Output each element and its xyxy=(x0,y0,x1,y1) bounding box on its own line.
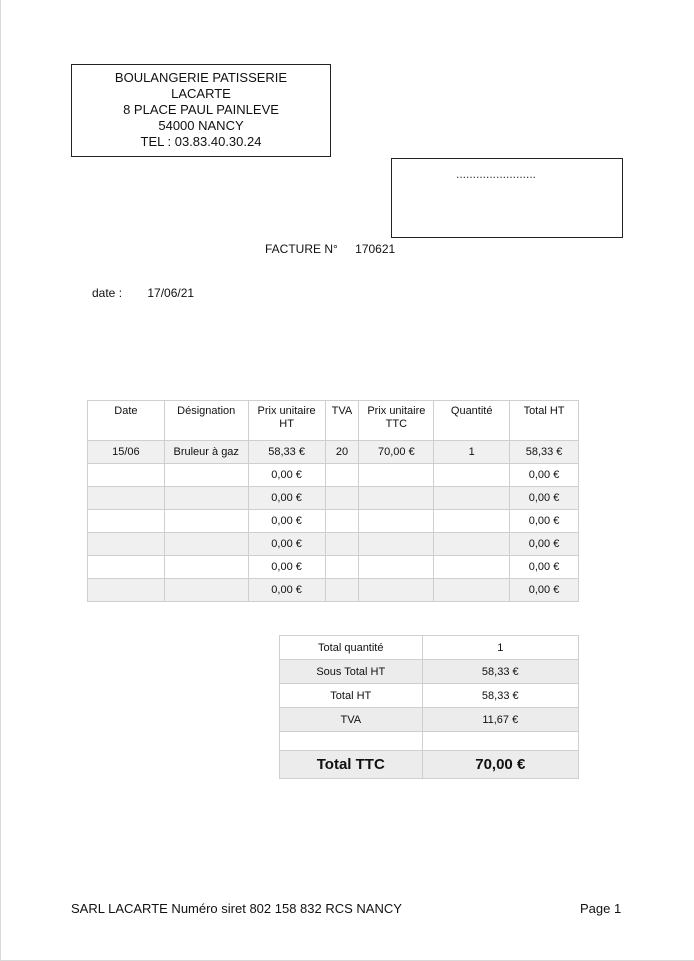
cell-unit-price-ht: 58,33 € xyxy=(248,441,325,464)
invoice-number: 170621 xyxy=(355,242,396,256)
cell-unit-price-ht: 0,00 € xyxy=(248,533,325,556)
cell-quantity xyxy=(434,556,510,579)
cell-quantity: 1 xyxy=(434,441,510,464)
cell-date xyxy=(88,579,165,602)
sender-line-2: LACARTE xyxy=(171,86,231,101)
cell-date xyxy=(88,487,165,510)
cell-unit-price-ttc xyxy=(359,510,434,533)
cell-total-ht: 0,00 € xyxy=(510,579,579,602)
cell-total-ht: 0,00 € xyxy=(510,464,579,487)
table-row xyxy=(88,533,579,556)
totals-row-sub-total-ht xyxy=(280,660,579,684)
cell-unit-price-ht: 0,00 € xyxy=(248,579,325,602)
cell-quantity xyxy=(434,533,510,556)
cell-designation xyxy=(164,464,248,487)
cell-unit-price-ttc xyxy=(359,464,434,487)
cell-date xyxy=(88,510,165,533)
totals-table xyxy=(279,635,579,779)
cell-designation xyxy=(164,487,248,510)
cell-designation xyxy=(164,556,248,579)
totals-row-quantity xyxy=(280,636,579,660)
cell-unit-price-ttc xyxy=(359,487,434,510)
cell-tva xyxy=(325,487,359,510)
cell-tva: 20 xyxy=(325,441,359,464)
header-tva: TVA xyxy=(325,401,359,441)
cell-unit-price-ttc xyxy=(359,556,434,579)
total-ht-value: 58,33 € xyxy=(422,684,578,708)
tva-value: 11,67 € xyxy=(422,708,578,732)
cell-date xyxy=(88,533,165,556)
cell-quantity xyxy=(434,464,510,487)
cell-total-ht: 0,00 € xyxy=(510,510,579,533)
header-unit-price-ht-line2: HT xyxy=(279,418,294,430)
cell-unit-price-ht: 0,00 € xyxy=(248,464,325,487)
totals-row-total-ttc xyxy=(280,751,579,779)
blank-cell xyxy=(280,732,423,751)
header-unit-price-ht xyxy=(248,401,325,441)
sender-line-5: TEL : 03.83.40.30.24 xyxy=(140,134,262,149)
invoice-number-label: FACTURE N° xyxy=(265,242,338,256)
sender-line-1: BOULANGERIE PATISSERIE xyxy=(114,70,288,85)
invoice-title xyxy=(265,242,409,256)
footer-company-info: SARL LACARTE Numéro siret 802 158 832 RCS NANCY xyxy=(71,901,402,916)
total-ttc-value: 70,00 € xyxy=(422,751,578,779)
recipient-address-box xyxy=(391,158,623,238)
sender-address-box xyxy=(71,64,331,157)
table-row xyxy=(88,579,579,602)
tva-label: TVA xyxy=(280,708,423,732)
sender-line-4: 54000 NANCY xyxy=(158,118,244,133)
cell-date xyxy=(88,464,165,487)
sub-total-ht-label: Sous Total HT xyxy=(280,660,423,684)
header-unit-price-ttc-line1: Prix unitaire xyxy=(367,405,426,417)
totals-row-blank xyxy=(280,732,579,751)
header-quantity: Quantité xyxy=(434,401,510,441)
cell-unit-price-ht: 0,00 € xyxy=(248,487,325,510)
cell-tva xyxy=(325,533,359,556)
invoice-date-value: 17/06/21 xyxy=(147,286,195,300)
cell-unit-price-ht: 0,00 € xyxy=(248,556,325,579)
totals-row-total-ht xyxy=(280,684,579,708)
cell-designation xyxy=(164,533,248,556)
cell-total-ht: 58,33 € xyxy=(510,441,579,464)
sub-total-ht-value: 58,33 € xyxy=(422,660,578,684)
invoice-date xyxy=(92,286,194,300)
header-unit-price-ttc xyxy=(359,401,434,441)
cell-unit-price-ttc: 70,00 € xyxy=(359,441,434,464)
cell-tva xyxy=(325,579,359,602)
cell-date: 15/06 xyxy=(88,441,165,464)
cell-total-ht: 0,00 € xyxy=(510,487,579,510)
cell-tva xyxy=(325,510,359,533)
footer-page-number: Page 1 xyxy=(580,901,622,916)
table-row xyxy=(88,441,579,464)
cell-total-ht: 0,00 € xyxy=(510,533,579,556)
invoice-date-label: date : xyxy=(92,286,123,300)
total-ht-label: Total HT xyxy=(280,684,423,708)
sender-line-3: 8 PLACE PAUL PAINLEVE xyxy=(123,102,279,117)
total-quantity-value: 1 xyxy=(422,636,578,660)
blank-cell xyxy=(422,732,578,751)
total-quantity-label: Total quantité xyxy=(280,636,423,660)
cell-tva xyxy=(325,556,359,579)
items-table xyxy=(87,400,579,602)
table-row xyxy=(88,487,579,510)
table-row xyxy=(88,510,579,533)
items-header-row xyxy=(88,401,579,441)
cell-quantity xyxy=(434,579,510,602)
cell-date xyxy=(88,556,165,579)
header-date: Date xyxy=(88,401,165,441)
header-unit-price-ht-line1: Prix unitaire xyxy=(257,405,316,417)
cell-designation xyxy=(164,510,248,533)
totals-row-tva xyxy=(280,708,579,732)
table-row xyxy=(88,556,579,579)
recipient-placeholder: ........................ xyxy=(456,167,537,181)
cell-unit-price-ttc xyxy=(359,533,434,556)
table-row xyxy=(88,464,579,487)
cell-quantity xyxy=(434,510,510,533)
header-unit-price-ttc-line2: TTC xyxy=(385,418,408,430)
header-designation: Désignation xyxy=(164,401,248,441)
cell-quantity xyxy=(434,487,510,510)
header-total-ht: Total HT xyxy=(510,401,579,441)
cell-tva xyxy=(325,464,359,487)
cell-unit-price-ht: 0,00 € xyxy=(248,510,325,533)
cell-total-ht: 0,00 € xyxy=(510,556,579,579)
total-ttc-label: Total TTC xyxy=(280,751,423,779)
cell-designation xyxy=(164,579,248,602)
cell-designation: Bruleur à gaz xyxy=(164,441,248,464)
cell-unit-price-ttc xyxy=(359,579,434,602)
